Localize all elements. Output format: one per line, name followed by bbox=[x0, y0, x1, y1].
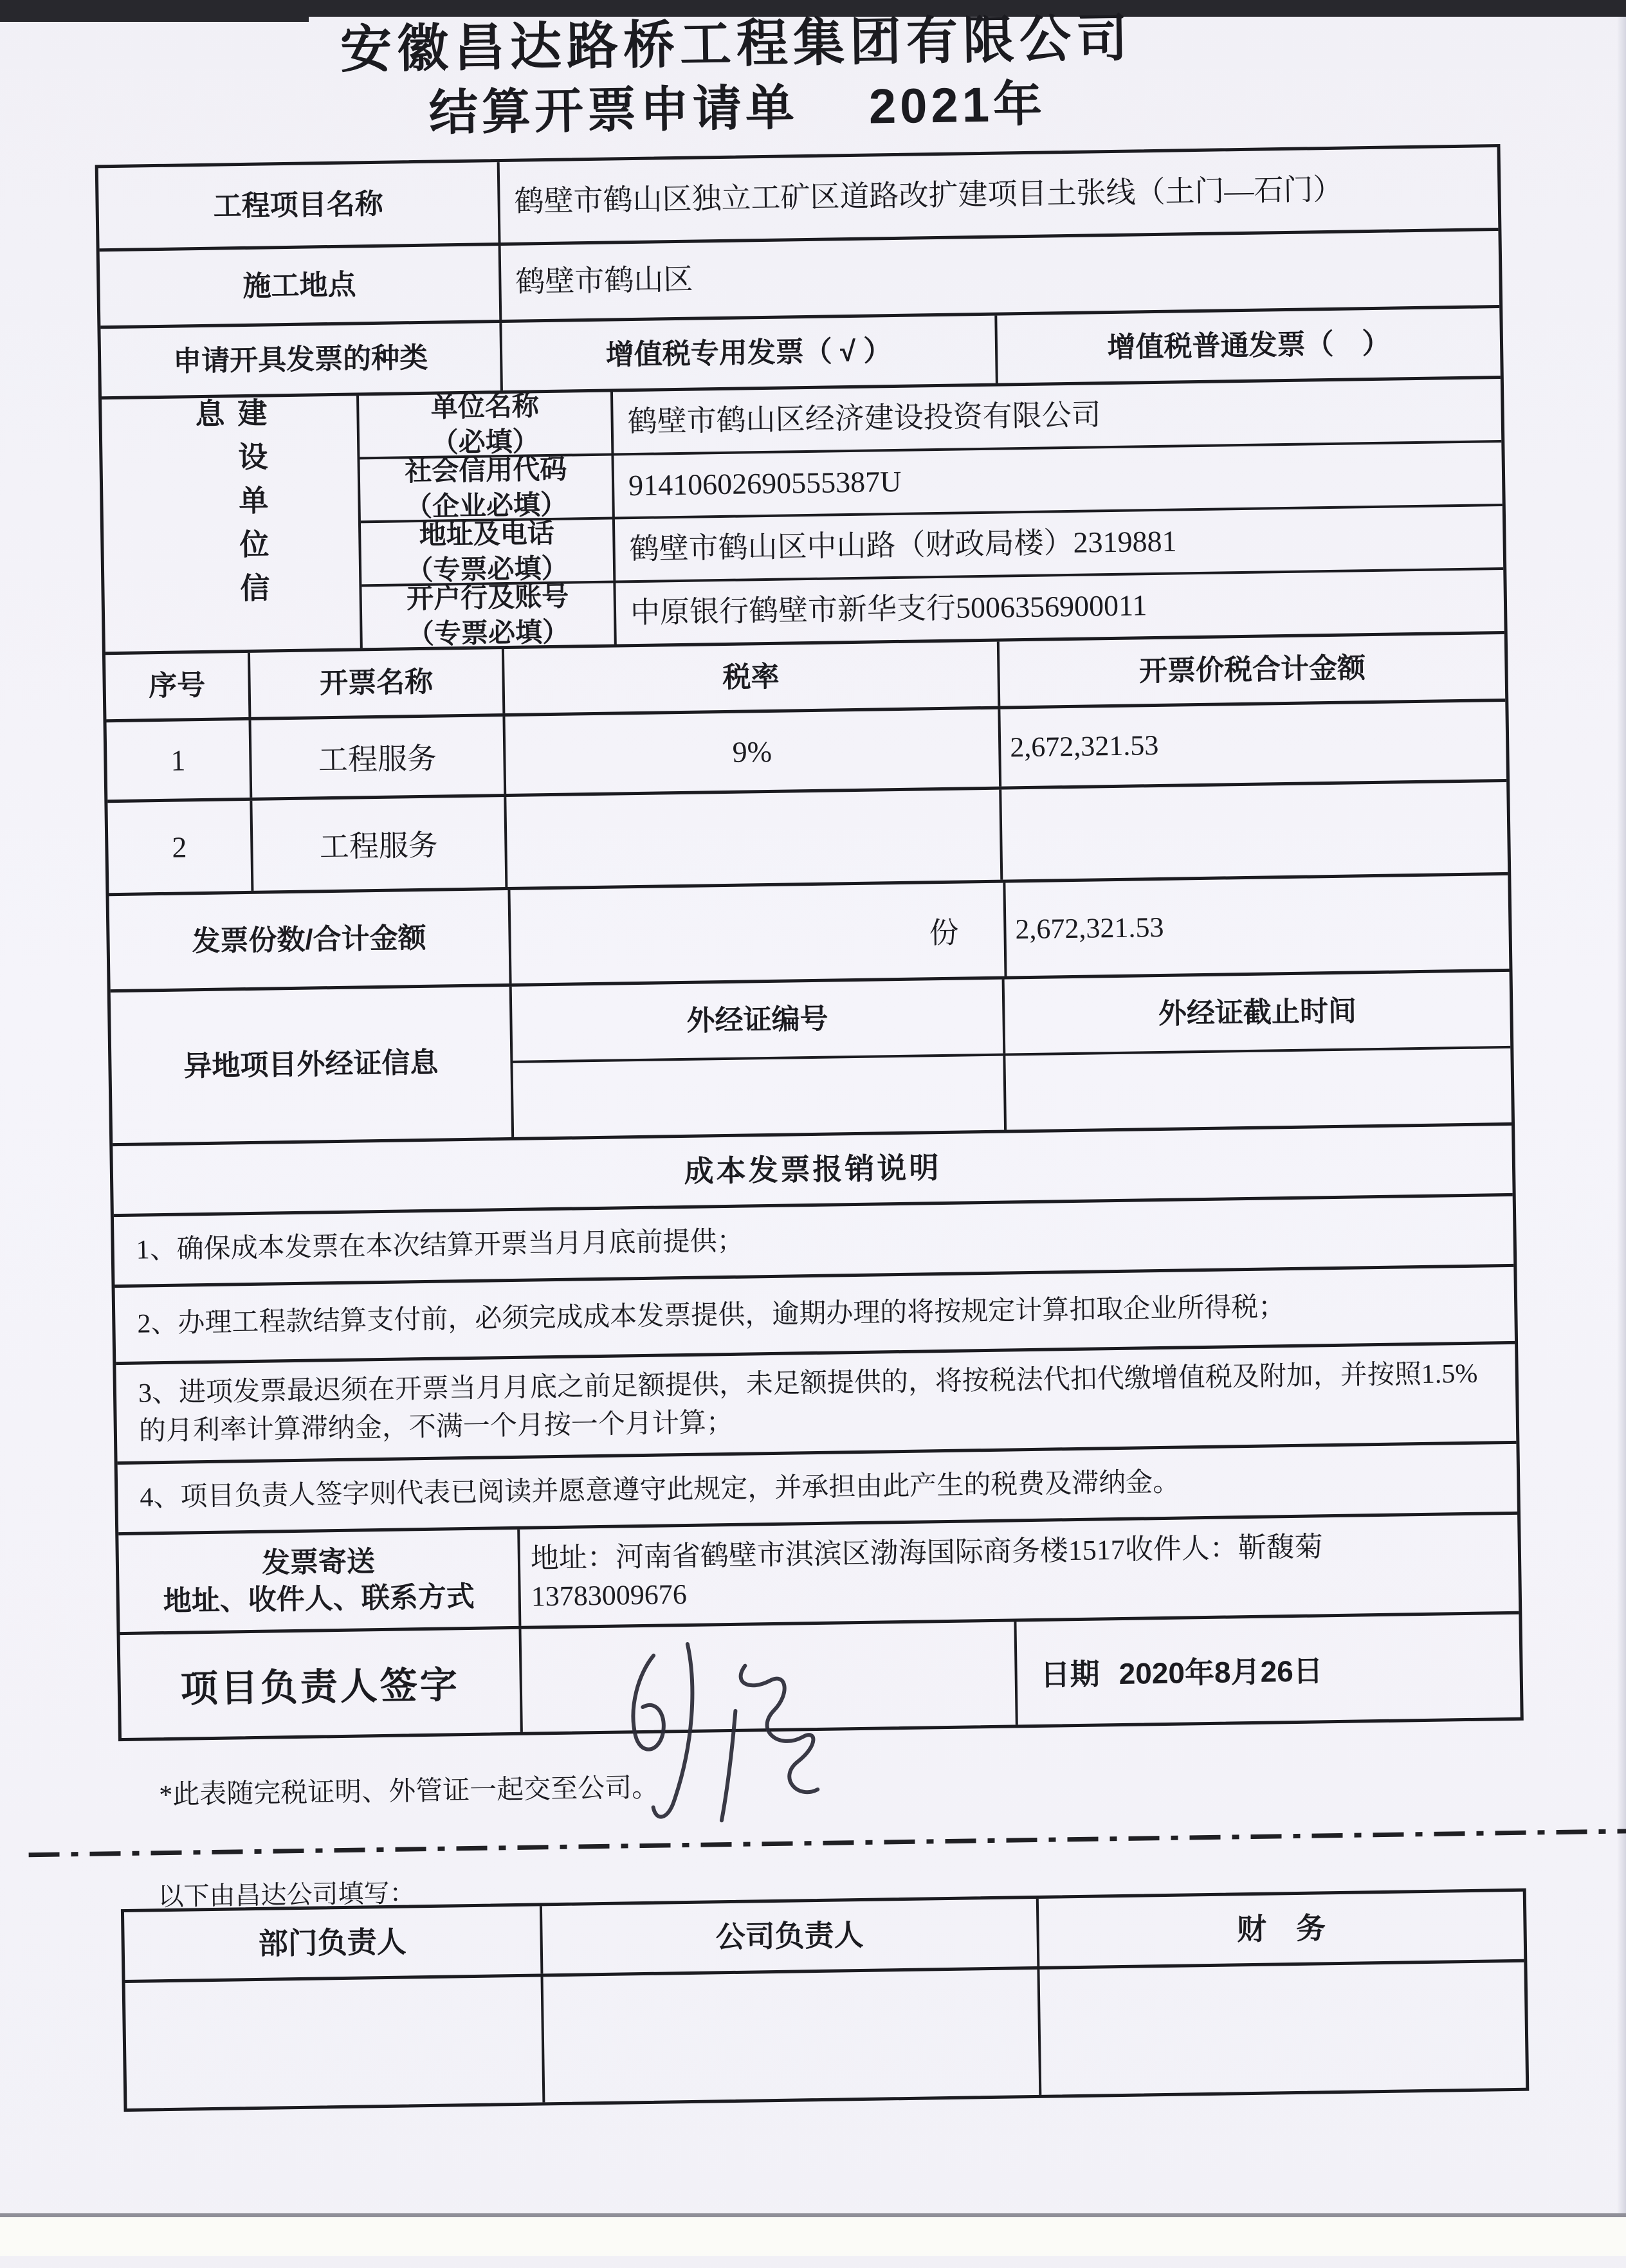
notes-title: 成本发票报销说明 bbox=[684, 1150, 942, 1188]
approval-finance-header: 财 务 bbox=[1236, 1910, 1326, 1946]
note-2-text: 2、办理工程款结算支付前，必须完成成本发票提供，逾期办理的将按规定计算扣取企业所得税； bbox=[137, 1292, 1286, 1339]
invoice-type-special-option: 增值税专用发票（ √ ） bbox=[502, 316, 998, 390]
item2-rate bbox=[506, 790, 1003, 887]
unit-name-value: 鹤壁市鹤山区经济建设投资有限公司 bbox=[627, 398, 1101, 439]
approval-table bbox=[121, 1888, 1529, 2112]
credit-code-value: 91410602690555387U bbox=[628, 465, 902, 502]
summary-amount: 2,672,321.53 bbox=[1015, 911, 1164, 946]
summary-label: 发票份数/合计金额 bbox=[109, 890, 512, 989]
address-phone-value: 鹤壁市鹤山区中山路（财政局楼）2319881 bbox=[629, 524, 1177, 566]
approval-company-cell bbox=[544, 1970, 1042, 2102]
note-1-text: 1、确保成本发票在本次结算开票当月月底前提供； bbox=[136, 1226, 744, 1265]
group-builder-info bbox=[102, 379, 1504, 655]
form-year: 2021年 bbox=[868, 77, 1046, 134]
date-cell bbox=[1016, 1614, 1520, 1725]
summary-unit: 份 bbox=[510, 883, 1007, 983]
external-cert-rows bbox=[512, 972, 1512, 1137]
cert-number-value bbox=[513, 1056, 1007, 1137]
delivery-value: 地址：河南省鹤壁市淇滨区渤海国际商务楼1517收件人：靳馥菊 13783009676 bbox=[530, 1530, 1324, 1613]
address-phone-label: 地址及电话 （专票必填） bbox=[361, 519, 616, 584]
approval-finance-cell bbox=[1039, 1962, 1526, 2095]
row-cert-headers bbox=[512, 972, 1511, 1063]
external-cert-label: 异地项目外经证信息 bbox=[111, 987, 514, 1143]
bank-account-label: 开户行及账号 （专票必填） bbox=[361, 583, 616, 648]
note-3-text: 3、进项发票最迟须在开票当月月底之前足额提供，未足额提供的，将按税法代扣代缴增值税及附加，并按照1.5%的月利率计算滞纳金，不满一个月按一个月计算； bbox=[138, 1358, 1478, 1447]
invoice-type-label: 申请开具发票的种类 bbox=[100, 323, 502, 396]
cert-deadline-value bbox=[1005, 1048, 1512, 1130]
unit-name-label: 单位名称 （必填） bbox=[359, 392, 614, 457]
builder-group-label: 建设单位信息 bbox=[102, 396, 363, 652]
signature-label: 项目负责人签字 bbox=[120, 1629, 523, 1738]
project-name-label: 工程项目名称 bbox=[98, 162, 501, 248]
row-cert-values bbox=[513, 1048, 1512, 1137]
item2-no: 2 bbox=[107, 801, 253, 893]
bank-account-value: 中原银行鹤壁市新华支行5006356900011 bbox=[630, 589, 1147, 630]
builder-rows bbox=[359, 379, 1504, 648]
item1-no: 1 bbox=[107, 720, 253, 800]
item1-rate: 9% bbox=[505, 709, 1001, 794]
signature-scribble bbox=[582, 1606, 868, 1842]
col-header-rate: 税率 bbox=[504, 642, 1000, 713]
project-name-value: 鹤壁市鹤山区独立工矿区道路改扩建项目土张线（土门—石门） bbox=[514, 173, 1343, 219]
col-header-name: 开票名称 bbox=[250, 649, 505, 717]
col-header-amount: 开票价税合计金额 bbox=[1138, 652, 1366, 688]
cert-number-header: 外经证编号 bbox=[512, 980, 1006, 1061]
approval-company-header: 公司负责人 bbox=[542, 1899, 1039, 1973]
col-header-no: 序号 bbox=[105, 653, 251, 719]
item2-amount bbox=[1001, 782, 1508, 880]
item1-amount: 2,672,321.53 bbox=[1009, 729, 1159, 764]
form-name: 结算开票申请单 bbox=[428, 80, 799, 141]
cert-deadline-header: 外经证截止时间 bbox=[1158, 995, 1357, 1030]
footnote-text: *此表随完税证明、外管证一起交至公司。 bbox=[158, 1773, 659, 1811]
item2-name: 工程服务 bbox=[252, 797, 507, 891]
approval-dept-cell bbox=[125, 1977, 545, 2108]
credit-code-label: 社会信用代码 （企业必填） bbox=[360, 455, 614, 520]
row-signature bbox=[120, 1614, 1521, 1738]
page-title: 安徽昌达路桥工程集团有限公司 bbox=[340, 9, 1133, 78]
invoice-type-general-option: 增值税普通发票（ ） bbox=[1107, 327, 1391, 363]
location-value: 鹤壁市鹤山区 bbox=[515, 263, 693, 299]
signature-cell bbox=[522, 1622, 1018, 1732]
note-4-text: 4、项目负责人签字则代表已阅读并愿意遵守此规定，并承担由此产生的税费及滞纳金。 bbox=[140, 1467, 1180, 1513]
item1-name: 工程服务 bbox=[251, 717, 506, 798]
approval-dept-header: 部门负责人 bbox=[124, 1906, 543, 1980]
fill-hint-text: 以下由昌达公司填写： bbox=[158, 1879, 416, 1912]
location-label: 施工地点 bbox=[100, 246, 502, 325]
date-label: 日期 bbox=[1040, 1657, 1101, 1692]
date-value: 2020年8月26日 bbox=[1119, 1654, 1324, 1691]
approval-empty-row bbox=[125, 1962, 1526, 2108]
group-external-cert bbox=[111, 972, 1512, 1146]
delivery-label: 发票寄送 地址、收件人、联系方式 bbox=[118, 1530, 521, 1632]
main-form-table bbox=[95, 144, 1524, 1741]
